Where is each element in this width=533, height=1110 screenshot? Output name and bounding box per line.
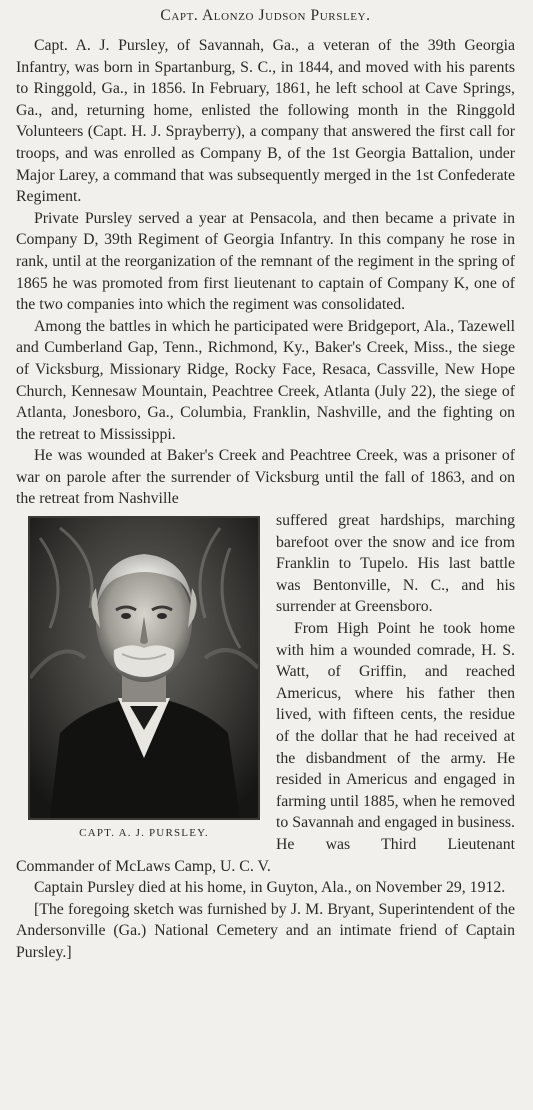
- article-title: Capt. Alonzo Judson Pursley.: [160, 7, 371, 24]
- paragraph-battles: Among the battles in which he participated were Bridgeport, Ala., Tazewell and Cumberland Gap, Tenn., Richmond, Ky., Baker's Creek, Miss., the siege of Vicksburg, Missionary Ridge, Rocky Face, Resaca, Cassville, New Hope Church, Kennesaw Mountain, Peachtree Creek, Atlanta (July 22), the siege of Atlanta, Jonesboro, Ga., Columbia, Franklin, Nashville, and the fighting on the retreat to Mississippi.: [16, 317, 515, 443]
- portrait-figure: [28, 516, 260, 840]
- paragraph-death: Captain Pursley died at his home, in Guyton, Ala., on November 29, 1912.: [34, 879, 506, 897]
- paragraph-return-home: From High Point he took home with him a wounded comrade, H. S. Watt, of Griffin, and reached Americus, where his father then lived, with fifteen cents, the residue of the dollar that he had received at the disbandment of the army. He resided in Americus and engaged in farming until 1885, when he removed to Savannah and engaged in business. He was Third Lieutenant Commander of McLaws Camp, U. C. V.: [16, 620, 515, 875]
- paragraph-biography-intro: Capt. A. J. Pursley, of Savannah, Ga., a veteran of the 39th Georgia Infantry, was born in Spartanburg, S. C., in 1844, and moved with his parents to Ringgold, Ga., in 1856. In February, 1861, he left school at Cave Springs, Ga., and, returning home, enlisted the following month in the Ringgold Volunteers (Capt. H. J. Sprayberry), a company that answered the first call for troops, and was enrolled as Company B, of the 1st Georgia Battalion, under Major Larey, a command that was subsequently merged in the 1st Confederate Regiment.: [16, 37, 515, 206]
- paragraph-wounded-tail: suffered great hardships, marching barefoot over the snow and ice from Franklin to Tupelo. His last battle was Bentonville, N. C., and his surrender at Greensboro.: [276, 512, 515, 616]
- paragraph-service: Private Pursley served a year at Pensacola, and then became a private in Company D, 39th Regiment of Georgia Infantry. In this company he rose in rank, until at the reorganization of the remnant of the regiment in the spring of 1865 he was promoted from first lieutenant to captain of Company K, one of the two companies into which the regiment was consolidated.: [16, 209, 515, 314]
- paragraph-source-note: [The foregoing sketch was furnished by J. M. Bryant, Superintendent of the Andersonville (Ga.) National Cemetery and an intimate friend of Captain Pursley.]: [16, 900, 515, 961]
- paragraph-wounded-lead: He was wounded at Baker's Creek and Peachtree Creek, was a prisoner of war on parole after the surrender of Vicksburg until the fall of 1863, and on the retreat from Nashville: [16, 447, 515, 508]
- text-with-portrait: [16, 445, 515, 877]
- portrait-photo: [28, 516, 260, 820]
- portrait-caption: CAPT. A. J. PURSLEY.: [79, 827, 209, 840]
